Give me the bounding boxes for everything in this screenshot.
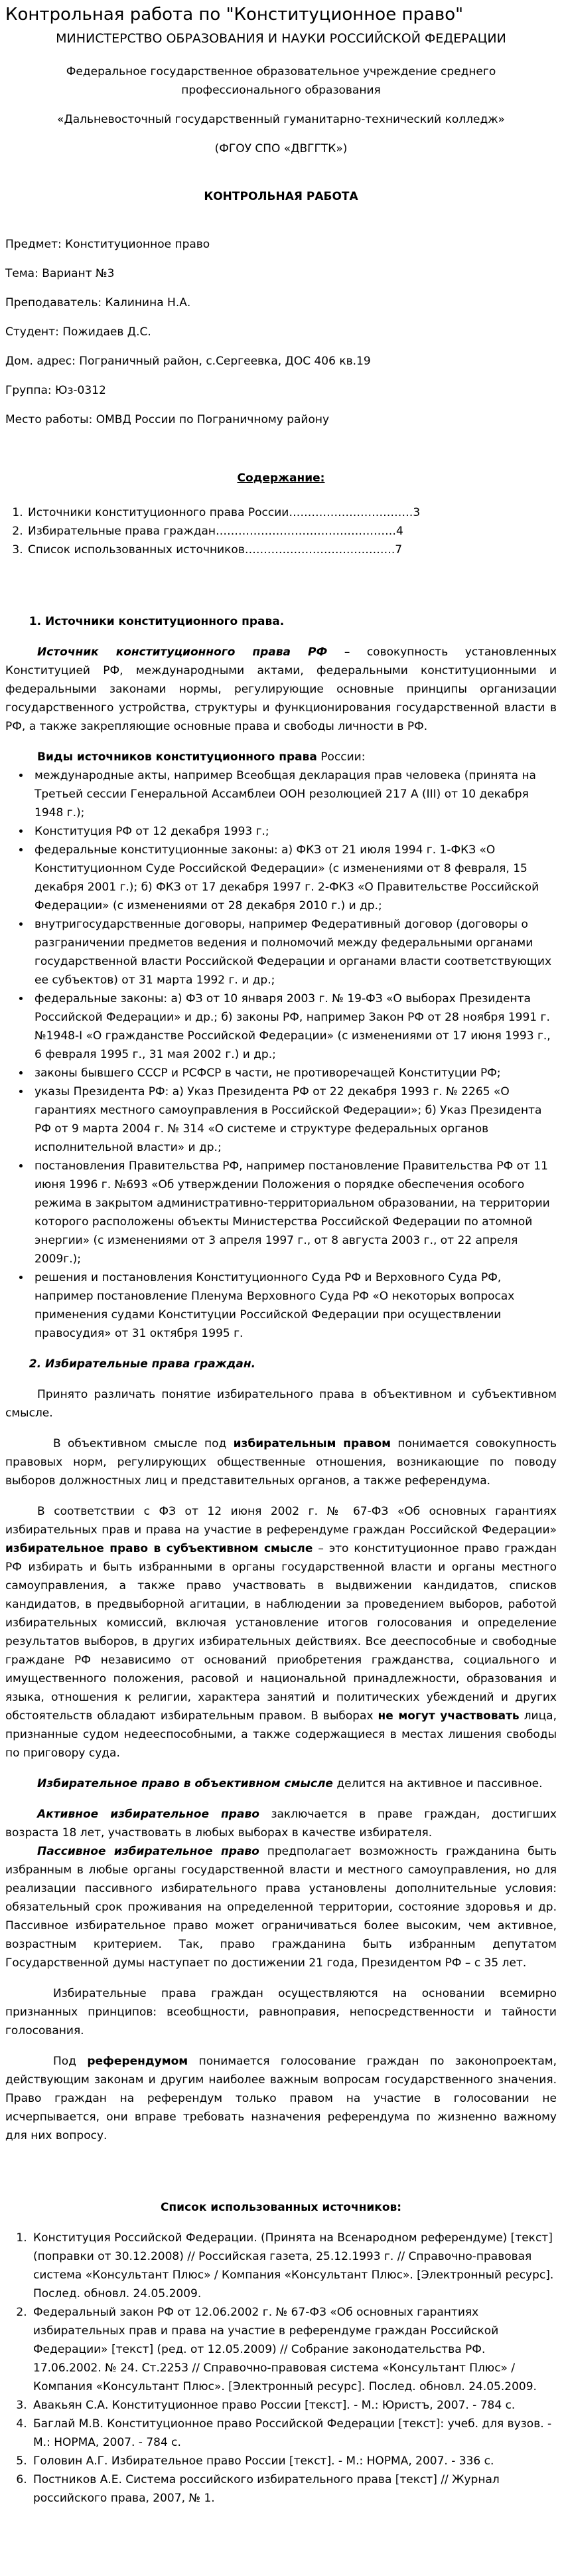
paragraph-2 <box>5 1434 557 1490</box>
source-item: 6. Постников А.Е. Система российского избирательного права [текст] // Журнал российского права, 2007, № 1. <box>31 2470 557 2508</box>
p2-text-b: понимается совокупность правовых норм, регулирующих общественные отношения, возникающие по поводу выборов должностных лиц и представительных органов, а также референдума. <box>5 1437 557 1488</box>
types-suffix: России: <box>316 750 366 764</box>
sources-heading: Список использованных источников: <box>160 2201 402 2214</box>
info-teacher: Преподаватель: Калинина Н.А. <box>5 296 191 309</box>
source-item: 3. Авакьян С.А. Конституционное право России [текст]. - М.: Юристъ, 2007. - 784 с. <box>31 2396 557 2415</box>
source-item: 4. Баглай М.В. Конституционное право Российской Федерации [текст]: учеб. для вузов. - М.: НОРМА, 2007. - 784 с. <box>31 2415 557 2452</box>
table-of-contents <box>5 503 557 559</box>
student-info <box>5 235 557 429</box>
section-1-intro <box>5 643 557 736</box>
p4-term: Избирательное право в объективном смысле <box>37 1777 333 1790</box>
p2-term: избирательным правом <box>233 1437 391 1450</box>
list-item: • Конституция РФ от 12 декабря 1993 г.; <box>31 822 557 841</box>
list-item: • международные акты, например Всеобщая декларация прав человека (принята на Третьей сессии Генеральной Ассамблеи ООН резолюцией 217 А (III) от 10 декабря 1948 г.); <box>31 766 557 822</box>
paragraph-6 <box>5 1842 557 1972</box>
toc-heading: Содержание: <box>237 472 325 485</box>
intro-text: – совокупность установленных Конституцией РФ, международными актами, федеральными конституционными и федеральными законами нормы, регулирующие основные принципы организации государственного устройства, структуры и функционирования государственной власти в РФ, а также закрепляющие основные права и свободы личности в РФ. <box>5 645 557 733</box>
info-student: Студент: Пожидаев Д.С. <box>5 325 151 339</box>
section-1-heading-list <box>5 612 557 631</box>
source-item: 2. Федеральный закон РФ от 12.06.2002 г. № 67-ФЗ «Об основных гарантиях избирательных прав и права на участие в референдуме граждан Российской Федерации» [текст] (ред. от 12.05.2009) // Собрание законодательства РФ. 17.06.2002. № 24. Ст.2253 // Справочно-правовая система «Консультант Плюс» / Компания «Консультант Плюс». [Электронный ресурс]. Послед. обновл. 24.05.2009. <box>31 2303 557 2396</box>
p8-text-a: Под <box>53 2055 88 2068</box>
list-item: • законы бывшего СССР и РСФСР в части, не противоречащей Конституции РФ; <box>31 1064 557 1082</box>
p5-term: Активное избирательное право <box>37 1808 259 1821</box>
source-item: 1. Конституция Российской Федерации. (Принята на Всенародном референдуме) [текст] (поправки от 30.12.2008) // Российская газета, 25.12.1993 г. // Справочно-правовая система «Консультант Плюс» / Компания «Консультант Плюс». [Электронный ресурс]. Послед. обновл. 24.05.2009. <box>31 2229 557 2303</box>
info-workplace: Место работы: ОМВД России по Пограничному району <box>5 413 330 426</box>
list-item: • федеральные конституционные законы: а) ФКЗ от 21 июля 1994 г. 1-ФКЗ «О Конституционном Суде Российской Федерации» (с изменениями от 8 февраля, 15 декабря 2001 г.); б) ФКЗ от 17 декабря 1997 г. 2-ФКЗ «О Правительстве Российской Федерации» (с изменениями от 28 декабря 2010 г.) и др.; <box>31 841 557 915</box>
p2-text-a: В объективном смысле под <box>53 1437 234 1450</box>
paragraph-7: Избирательные права граждан осуществляются на основании всемирно признанных принципов: всеобщности, равноправия, непосредственности и тайности голосования. <box>5 1987 557 2037</box>
p3-text-a: В соответствии с ФЗ от 12 июня 2002 г. № 67-ФЗ «Об основных гарантиях избирательных прав и права на участие в референдуме граждан Российской Федерации» <box>5 1505 557 1537</box>
paragraph-5 <box>5 1805 557 1842</box>
intro-term: Источник конституционного права РФ <box>37 645 328 659</box>
p6-term: Пассивное избирательное право <box>37 1845 259 1858</box>
info-group: Группа: Юз-0312 <box>5 384 106 397</box>
p8-term: референдумом <box>87 2055 188 2068</box>
institution-line-1: Федеральное государственное образовательное учреждение среднего <box>66 65 496 78</box>
p3-text-c: лица, признанные судом недееспособными, а также содержащиеся в местах лишения свободы по приговору суда. <box>5 1709 557 1760</box>
institution-line-2: профессионального образования <box>181 84 381 97</box>
p3-text-b: – это конституционное право граждан РФ избирать и быть избранными в органы государственной власти и органы местного самоуправления, а также право участвовать в выдвижении кандидатов, списков кандидатов, в предвыборной агитации, в наблюдении за проведением выборов, работой избирательных комиссий, включая установление итогов голосования и определение результатов выборов, в других избирательных действиях. Все дееспособные и свободные граждане РФ независимо от оснований приобретения гражданства, социального и имущественного положения, расовой и национальной принадлежности, образования и языка, отношения к религии, характера занятий и политических убеждений и других обстоятельств обладают избирательным правом. В выборах <box>5 1542 557 1723</box>
paragraph-4 <box>5 1774 557 1793</box>
list-item: • федеральные законы: а) ФЗ от 10 января 2003 г. № 19-ФЗ «О выборах Президента Российской Федерации» и др.; б) законы РФ, например Закон РФ от 28 ноября 1991 г. №1948-I «О гражданстве Российской Федерации» (с изменениями от 17 июня 1993 г., 6 февраля 1995 г., 31 мая 2002 г.) и др.; <box>31 989 557 1064</box>
types-label-paragraph <box>5 748 557 766</box>
toc-item: 1. Источники конституционного права России……………………………3 <box>27 503 557 522</box>
p4-text: делится на активное и пассивное. <box>332 1777 543 1790</box>
toc-item: 2. Избирательные права граждан…………………………………………4 <box>27 522 557 541</box>
types-label: Виды источников конституционного права <box>37 750 317 764</box>
info-address: Дом. адрес: Пограничный район, с.Сергеевка, ДОС 406 кв.19 <box>5 355 371 368</box>
p3-term-2: не могут участвовать <box>378 1709 520 1723</box>
paragraph-3 <box>5 1502 557 1762</box>
college-abbreviation: (ФГОУ СПО «ДВГГТК») <box>214 142 348 155</box>
list-item: • внутригосударственные договоры, например Федеративный договор (договоры о разграничении предметов ведения и полномочий между федеральными органами государственной власти Российской Федерации и органами власти соответствующих ее субъектов) от 31 марта 1992 г. и др.; <box>31 915 557 989</box>
list-item: • указы Президента РФ: а) Указ Президента РФ от 22 декабря 1993 г. № 2265 «О гарантиях местного самоуправления в Российской Федерации»; б) Указ Президента РФ от 9 марта 2004 г. № 314 «О системе и структуре федеральных органов исполнительной власти» и др.; <box>31 1082 557 1157</box>
sources-types-list <box>5 766 557 1343</box>
paragraph-8 <box>5 2052 557 2145</box>
sources-list <box>5 2229 557 2508</box>
p3-term: избирательное право в субъективном смысле <box>5 1542 313 1555</box>
list-item: • решения и постановления Конституционного Суда РФ и Верховного Суда РФ, например постановление Пленума Верховного Суда РФ «О некоторых вопросах применения судами Конституции Российской Федерации при осуществлении правосудия» от 31 октября 1995 г. <box>31 1268 557 1343</box>
toc-item: 3. Список использованных источников………………………………….7 <box>27 541 557 559</box>
info-subject: Предмет: Конституционное право <box>5 238 210 251</box>
p5-text: заключается в праве граждан, достигших возраста 18 лет, участвовать в любых выборах в качестве избирателя. <box>5 1808 557 1840</box>
p6-text: предполагает возможность гражданина быть избранным в любые органы государственной власти и местного самоуправления, но для реализации пассивного избирательного права установлены дополнительные условия: обязательный срок проживания на определенной территории, состояние здоровья и др. Пассивное избирательное право может ограничиваться более высоким, чем активное, возрастным критерием. Так, право гражданина быть избранным депутатом Государственной думы наступает по достижении 21 года, Президентом РФ – с 35 лет. <box>5 1845 557 1970</box>
source-item: 5. Головин А.Г. Избирательное право России [текст]. - М.: НОРМА, 2007. - 336 с. <box>31 2452 557 2470</box>
list-item: • постановления Правительства РФ, например постановление Правительства РФ от 11 июня 1996 г. №693 «Об утверждении Положения о порядке обеспечения особого режима в закрытом административно-территориальном образовании, на территории которого расположены объекты Министерства Российской Федерации по атомной энергии» (с изменениями от 3 апреля 1997 г., от 8 августа 2003 г., от 22 апреля 2009г.); <box>31 1157 557 1268</box>
p8-text-b: понимается голосование граждан по законопроектам, действующим законам и другим наиболее важным вопросам государственного значения. Право граждан на референдум только правом на участие в голосовании не исчерпывается, они вправе требовать назначения референдума по жизненно важному для них вопросу. <box>5 2055 557 2142</box>
section-2-heading-list <box>5 1355 557 1373</box>
info-topic: Тема: Вариант №3 <box>5 267 115 280</box>
work-title: КОНТРОЛЬНАЯ РАБОТА <box>204 190 358 203</box>
college-name: «Дальневосточный государственный гуманитарно-технический колледж» <box>57 113 505 126</box>
document-title: Контрольная работа по "Конституционное право" <box>5 5 464 25</box>
ministry-name: МИНИСТЕРСТВО ОБРАЗОВАНИЯ И НАУКИ РОССИЙСКОЙ ФЕДЕРАЦИИ <box>56 31 506 46</box>
section-2-heading: 2. Избирательные права граждан. <box>45 1355 557 1373</box>
section-1-heading: 1. Источники конституционного права. <box>45 612 557 631</box>
paragraph-1: Принято различать понятие избирательного права в объективном и субъективном смысле. <box>5 1388 557 1420</box>
